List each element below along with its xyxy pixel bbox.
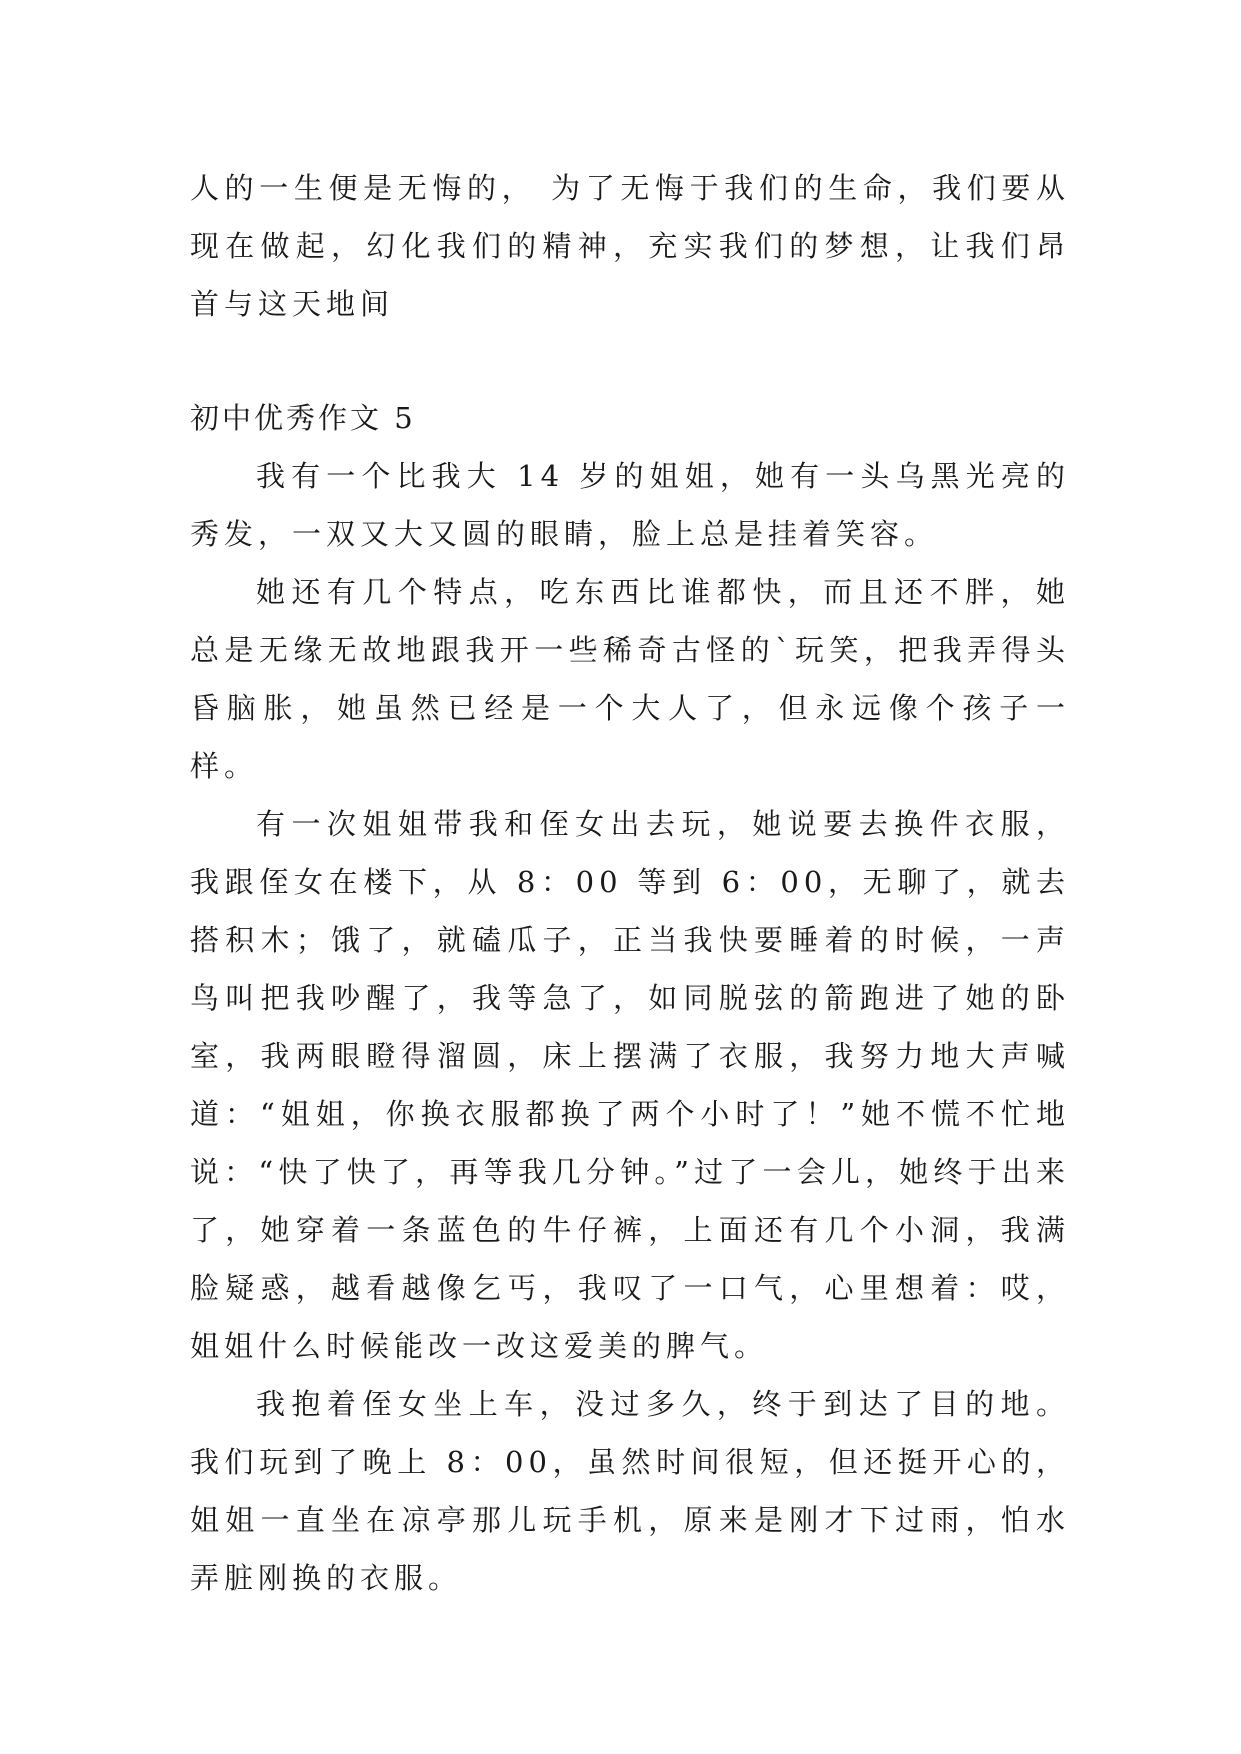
intro-section [190, 159, 1070, 333]
essay-paragraph-4: 我抱着侄女坐上车，没过多久，终于到达了目的地。我们玩到了晚上 8：00，虽然时间很短，但还挺开心的，姐姐一直坐在凉亭那儿玩手机，原来是刚才下过雨，怕水弄脏刚换的衣服。 [190, 1387, 1070, 1595]
essay-paragraph-1: 我有一个比我大 14 岁的姐姐，她有一头乌黑光亮的秀发，一双又大又圆的眼睛，脸上总是挂着笑容。 [190, 459, 1070, 551]
essay-paragraph-2: 她还有几个特点，吃东西比谁都快，而且还不胖，她总是无缘无故地跟我开一些稀奇古怪的`玩笑，把我弄得头昏脑胀，她虽然已经是一个大人了，但永远像个孩子一样。 [190, 575, 1070, 783]
intro-paragraph: 人的一生便是无悔的， 为了无悔于我们的生命，我们要从现在做起，幻化我们的精神，充实我们的梦想，让我们昂首与这天地间 [190, 171, 1070, 321]
essay-body [190, 447, 1070, 1607]
essay-paragraph-3: 有一次姐姐带我和侄女出去玩，她说要去换件衣服，我跟侄女在楼下，从 8：00 等到 6：00，无聊了，就去搭积木；饿了，就磕瓜子，正当我快要睡着的时候，一声鸟叫把我吵醒了，我等急了，如同脱弦的箭跑进了她的卧室，我两眼瞪得溜圆，床上摆满了衣服，我努力地大声喊道：“姐姐，你换衣服都换了两个小时了！”她不慌不忙地说：“快了快了，再等我几分钟。”过了一会儿，她终于出来了，她穿着一条蓝色的牛仔裤，上面还有几个小洞，我满脸疑惑，越看越像乞丐，我叹了一口气，心里想着：哎，姐姐什么时候能改一改这爱美的脾气。 [190, 807, 1070, 1363]
section-title: 初中优秀作文 5 [190, 401, 416, 435]
